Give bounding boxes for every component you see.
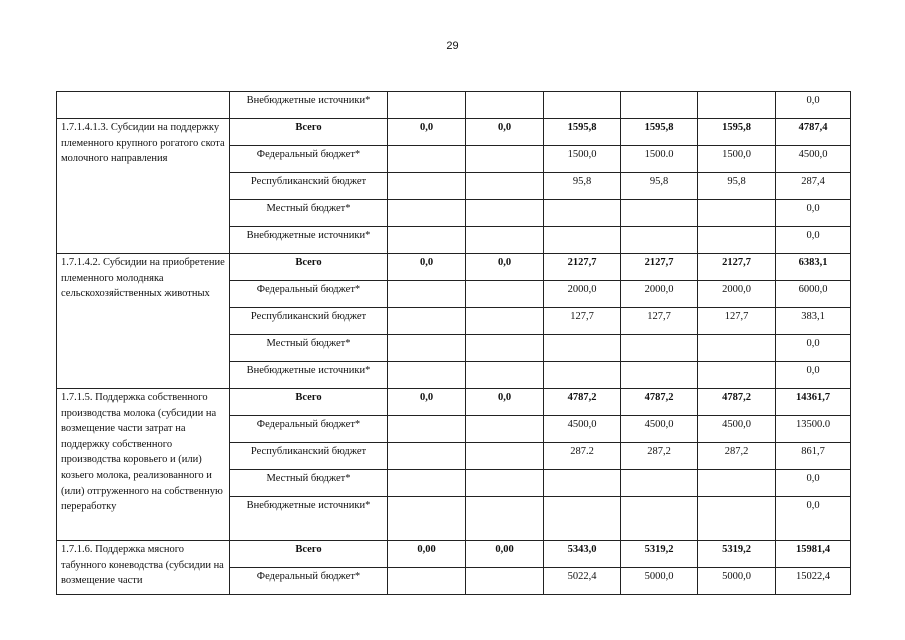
value-cell [544,362,621,389]
value-cell [698,362,776,389]
value-cell [466,146,544,173]
value-cell [698,470,776,497]
source-cell: Внебюджетные источники* [230,92,388,119]
value-cell: 4500,0 [621,416,698,443]
program-name-cell: 1.7.1.6. Поддержка мясного табунного коневодства (субсидии на возмещение части [57,541,230,595]
value-cell [466,497,544,541]
value-cell: 5022,4 [544,568,621,595]
value-cell: 4500,0 [776,146,851,173]
value-cell: 0,0 [776,497,851,541]
value-cell [388,568,466,595]
value-cell: 2127,7 [544,254,621,281]
value-cell [388,200,466,227]
value-cell: 1595,8 [544,119,621,146]
value-cell: 383,1 [776,308,851,335]
value-cell: 0,0 [776,470,851,497]
value-cell: 861,7 [776,443,851,470]
value-cell: 4500,0 [698,416,776,443]
value-cell: 1500,0 [544,146,621,173]
value-cell [388,173,466,200]
value-cell: 1595,8 [621,119,698,146]
value-cell [698,200,776,227]
value-cell: 95,8 [544,173,621,200]
value-cell: 287.2 [544,443,621,470]
value-cell [544,470,621,497]
value-cell: 5319,2 [621,541,698,568]
program-name-cell: 1.7.1.4.2. Субсидии на приобретение племенного молодняка сельскохозяйственных животных [57,254,230,389]
value-cell: 5000,0 [621,568,698,595]
table-row [57,119,851,146]
value-cell [544,200,621,227]
source-cell: Всего [230,389,388,416]
value-cell: 0,00 [388,541,466,568]
value-cell [466,470,544,497]
value-cell: 1500,0 [698,146,776,173]
value-cell [466,92,544,119]
source-cell: Всего [230,541,388,568]
value-cell: 2127,7 [698,254,776,281]
value-cell: 1500.0 [621,146,698,173]
value-cell [621,497,698,541]
value-cell [621,227,698,254]
source-cell: Федеральный бюджет* [230,568,388,595]
value-cell [388,227,466,254]
value-cell [466,362,544,389]
value-cell: 0,0 [466,389,544,416]
value-cell: 0,0 [776,362,851,389]
value-cell: 0,0 [388,119,466,146]
source-cell: Внебюджетные источники* [230,362,388,389]
value-cell [544,335,621,362]
value-cell: 6383,1 [776,254,851,281]
program-cell-empty [57,92,230,119]
value-cell: 287,2 [621,443,698,470]
source-cell: Местный бюджет* [230,200,388,227]
source-cell: Республиканский бюджет [230,443,388,470]
value-cell: 5319,2 [698,541,776,568]
source-cell: Местный бюджет* [230,335,388,362]
value-cell: 0,0 [466,254,544,281]
value-cell [466,308,544,335]
program-name-cell: 1.7.1.5. Поддержка собственного производства молока (субсидии на возмещение части затрат на поддержку собственного производства коровьего и (или) козьего молока, реализованного и (или) отгруженного на собственную переработку [57,389,230,541]
value-cell: 0,0 [466,119,544,146]
value-cell: 95,8 [621,173,698,200]
value-cell: 13500.0 [776,416,851,443]
value-cell: 0,0 [776,335,851,362]
value-cell [388,92,466,119]
source-cell: Внебюджетные источники* [230,227,388,254]
value-cell: 2127,7 [621,254,698,281]
value-cell: 14361,7 [776,389,851,416]
value-cell: 4500,0 [544,416,621,443]
value-cell [621,470,698,497]
value-cell [466,568,544,595]
value-cell: 4787,2 [621,389,698,416]
value-cell [388,146,466,173]
value-cell: 15022,4 [776,568,851,595]
value-cell: 4787,4 [776,119,851,146]
value-cell [388,308,466,335]
value-cell [388,443,466,470]
value-cell: 287,2 [698,443,776,470]
table-row [57,92,851,119]
source-cell: Всего [230,119,388,146]
value-cell: 127,7 [621,308,698,335]
value-cell: 2000,0 [698,281,776,308]
value-cell: 6000,0 [776,281,851,308]
budget-table [56,91,851,595]
source-cell: Республиканский бюджет [230,308,388,335]
value-cell: 4787,2 [698,389,776,416]
value-cell: 0,0 [776,200,851,227]
value-cell [698,335,776,362]
value-cell [466,200,544,227]
value-cell [388,416,466,443]
value-cell: 0,0 [776,227,851,254]
value-cell [466,335,544,362]
program-name-cell: 1.7.1.4.1.3. Субсидии на поддержку племенного крупного рогатого скота молочного направления [57,119,230,254]
value-cell [621,362,698,389]
value-cell: 127,7 [698,308,776,335]
value-cell [388,335,466,362]
value-cell [388,281,466,308]
source-cell: Республиканский бюджет [230,173,388,200]
value-cell: 1595,8 [698,119,776,146]
value-cell: 0,0 [388,254,466,281]
value-cell: 127,7 [544,308,621,335]
value-cell [466,416,544,443]
value-cell: 0,0 [776,92,851,119]
source-cell: Всего [230,254,388,281]
page-number: 29 [446,40,459,52]
value-cell [388,362,466,389]
value-cell: 2000,0 [621,281,698,308]
value-cell: 287,4 [776,173,851,200]
value-cell: 2000,0 [544,281,621,308]
value-cell [621,335,698,362]
value-cell: 15981,4 [776,541,851,568]
value-cell [466,443,544,470]
table-row [57,254,851,281]
value-cell: 5000,0 [698,568,776,595]
source-cell: Федеральный бюджет* [230,146,388,173]
value-cell [466,173,544,200]
source-cell: Местный бюджет* [230,470,388,497]
value-cell: 5343,0 [544,541,621,568]
value-cell: 0,0 [388,389,466,416]
value-cell [544,92,621,119]
value-cell: 95,8 [698,173,776,200]
value-cell: 4787,2 [544,389,621,416]
source-cell: Федеральный бюджет* [230,281,388,308]
table-row [57,389,851,416]
source-cell: Федеральный бюджет* [230,416,388,443]
table-row [57,541,851,568]
budget-table-body [57,92,851,595]
value-cell [698,497,776,541]
value-cell [466,227,544,254]
value-cell [698,227,776,254]
value-cell [544,497,621,541]
value-cell: 0,00 [466,541,544,568]
value-cell [621,92,698,119]
value-cell [544,227,621,254]
value-cell [388,497,466,541]
value-cell [621,200,698,227]
value-cell [698,92,776,119]
source-cell: Внебюджетные источники* [230,497,388,541]
value-cell [388,470,466,497]
value-cell [466,281,544,308]
